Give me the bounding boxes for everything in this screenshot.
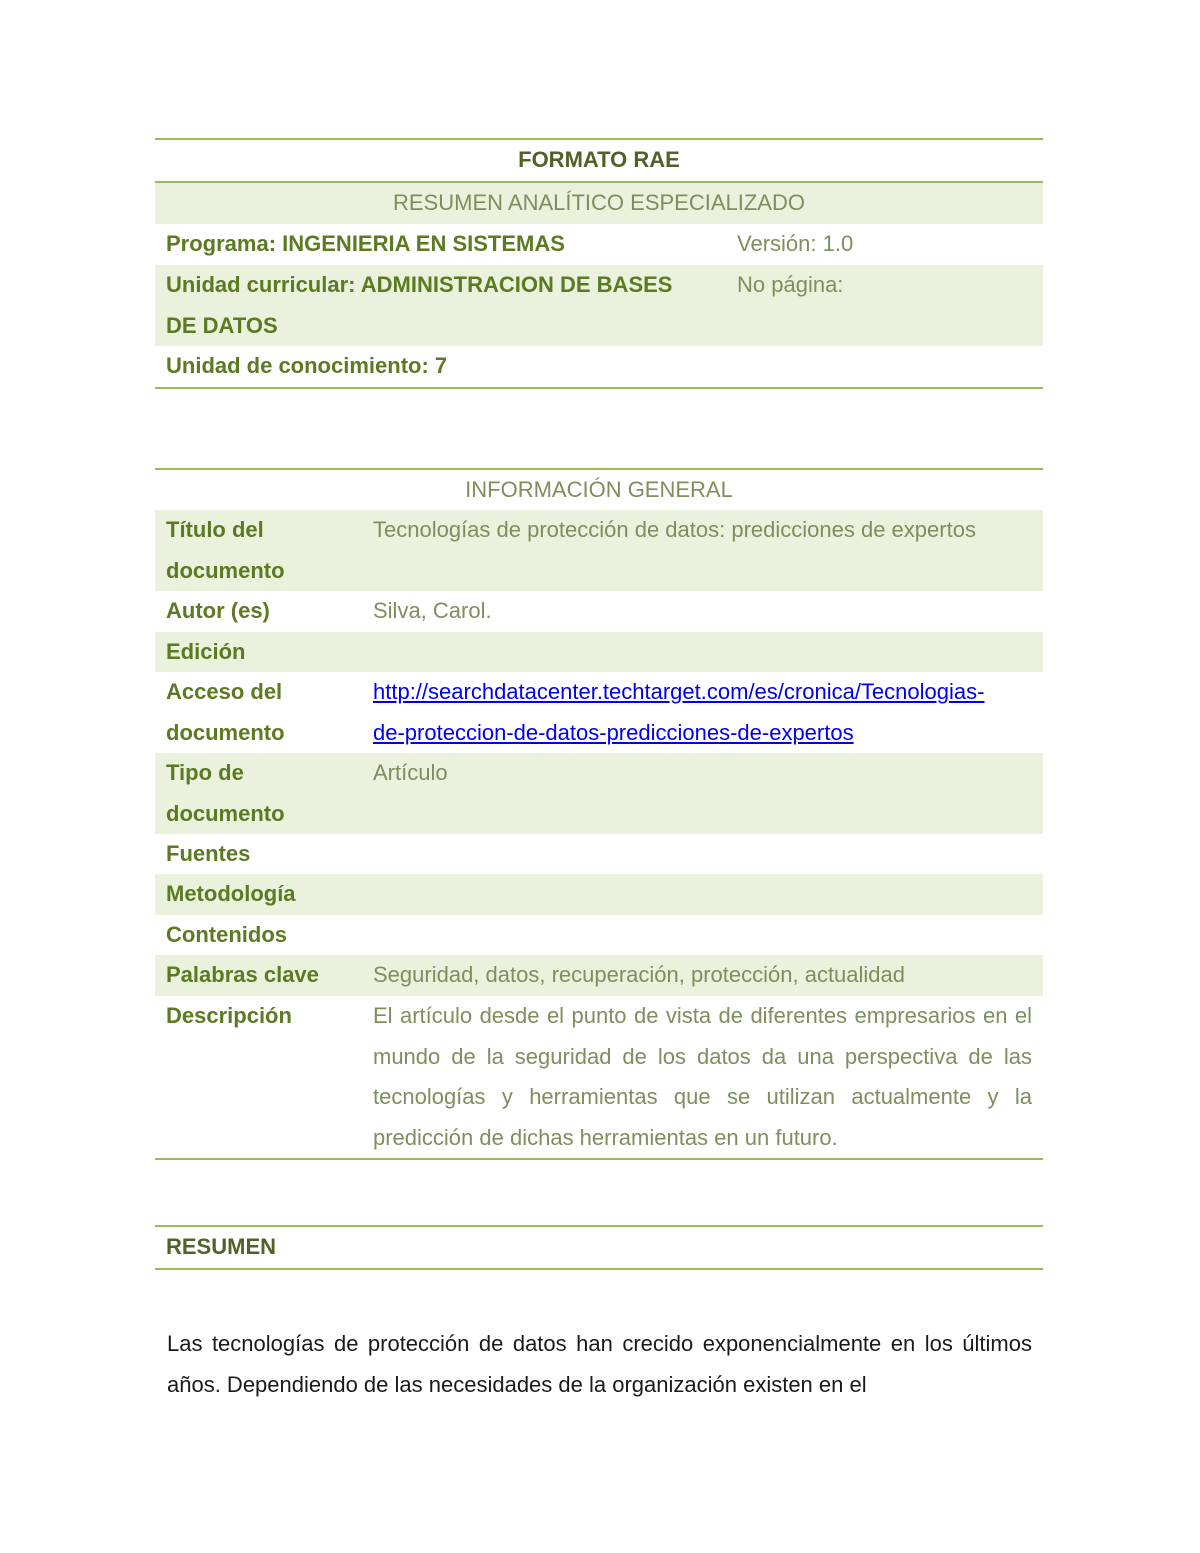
- programa-label: Programa: INGENIERIA EN SISTEMAS: [166, 231, 565, 256]
- document-link[interactable]: http://searchdatacenter.techtarget.com/es/cronica/Tecnologias-: [373, 679, 985, 704]
- unidad-curricular-line-2: DE DATOS: [166, 312, 278, 338]
- info-row: [155, 672, 1043, 753]
- row-label: Contenidos: [166, 922, 287, 947]
- rule-bottom: [155, 1268, 1043, 1270]
- row-value: [362, 874, 1043, 915]
- unidad-curricular-label: [155, 265, 726, 346]
- row-label: Descripción: [166, 1003, 292, 1028]
- row-label: [155, 672, 362, 753]
- row-value: Tecnologías de protección de datos: predicciones de expertos: [373, 517, 976, 542]
- row-label: [155, 510, 362, 591]
- rae-table: [155, 138, 1043, 389]
- info-row: [155, 632, 1043, 672]
- info-row: [155, 874, 1043, 915]
- resumen-paragraph: Las tecnologías de protección de datos han crecido exponencialmente en los últimos años. Dependiendo de las necesidades de la organización existen en el: [167, 1331, 1032, 1397]
- no-pagina-label: No página:: [737, 272, 844, 297]
- row-label: Edición: [166, 639, 246, 664]
- row-value: El artículo desde el punto de vista de diferentes empresarios en el mundo de la seguridad de los datos da una perspectiva de las tecnologías y herramientas que se utilizan actualmente y la predicción de dichas herramientas en un futuro.: [373, 1003, 1032, 1150]
- rae-title: FORMATO RAE: [518, 147, 680, 172]
- label-line: Título del: [166, 517, 264, 542]
- label-line: Acceso del: [166, 679, 283, 704]
- label-line: documento: [166, 800, 285, 826]
- row-value: [362, 915, 1043, 955]
- info-row: [155, 834, 1043, 874]
- label-line: Tipo de: [166, 760, 244, 785]
- info-row: [155, 955, 1043, 996]
- row-label: Metodología: [166, 881, 296, 906]
- info-row: [155, 996, 1043, 1158]
- unidad-curricular-line-1: Unidad curricular: ADMINISTRACION DE BASES: [166, 272, 673, 297]
- row-value: Artículo: [373, 760, 448, 785]
- row-label: Fuentes: [166, 841, 251, 866]
- info-header: INFORMACIÓN GENERAL: [465, 477, 733, 502]
- row-value: Silva, Carol.: [373, 598, 492, 623]
- rae-subtitle: RESUMEN ANALÍTICO ESPECIALIZADO: [393, 190, 805, 215]
- info-row: [155, 591, 1043, 632]
- label-line: documento: [166, 719, 285, 745]
- document-link-continued[interactable]: de-proteccion-de-datos-predicciones-de-expertos: [373, 719, 854, 745]
- row-value: [362, 632, 1043, 672]
- resumen-table: [155, 1225, 1043, 1270]
- rule-bottom: [155, 387, 1043, 389]
- row-value: [362, 672, 1043, 753]
- row-value: [362, 834, 1043, 874]
- row-label: [155, 753, 362, 834]
- info-row: [155, 510, 1043, 591]
- label-line: documento: [166, 557, 285, 583]
- info-table: [155, 468, 1043, 1160]
- unidad-conocimiento-label: Unidad de conocimiento: 7: [166, 353, 448, 378]
- info-row: [155, 915, 1043, 955]
- row-value: Seguridad, datos, recuperación, protección, actualidad: [373, 962, 906, 987]
- info-row: [155, 753, 1043, 834]
- row-label: Autor (es): [166, 598, 270, 623]
- version-label: Versión: 1.0: [737, 231, 854, 256]
- row-label: Palabras clave: [166, 962, 319, 987]
- resumen-header: RESUMEN: [166, 1234, 277, 1259]
